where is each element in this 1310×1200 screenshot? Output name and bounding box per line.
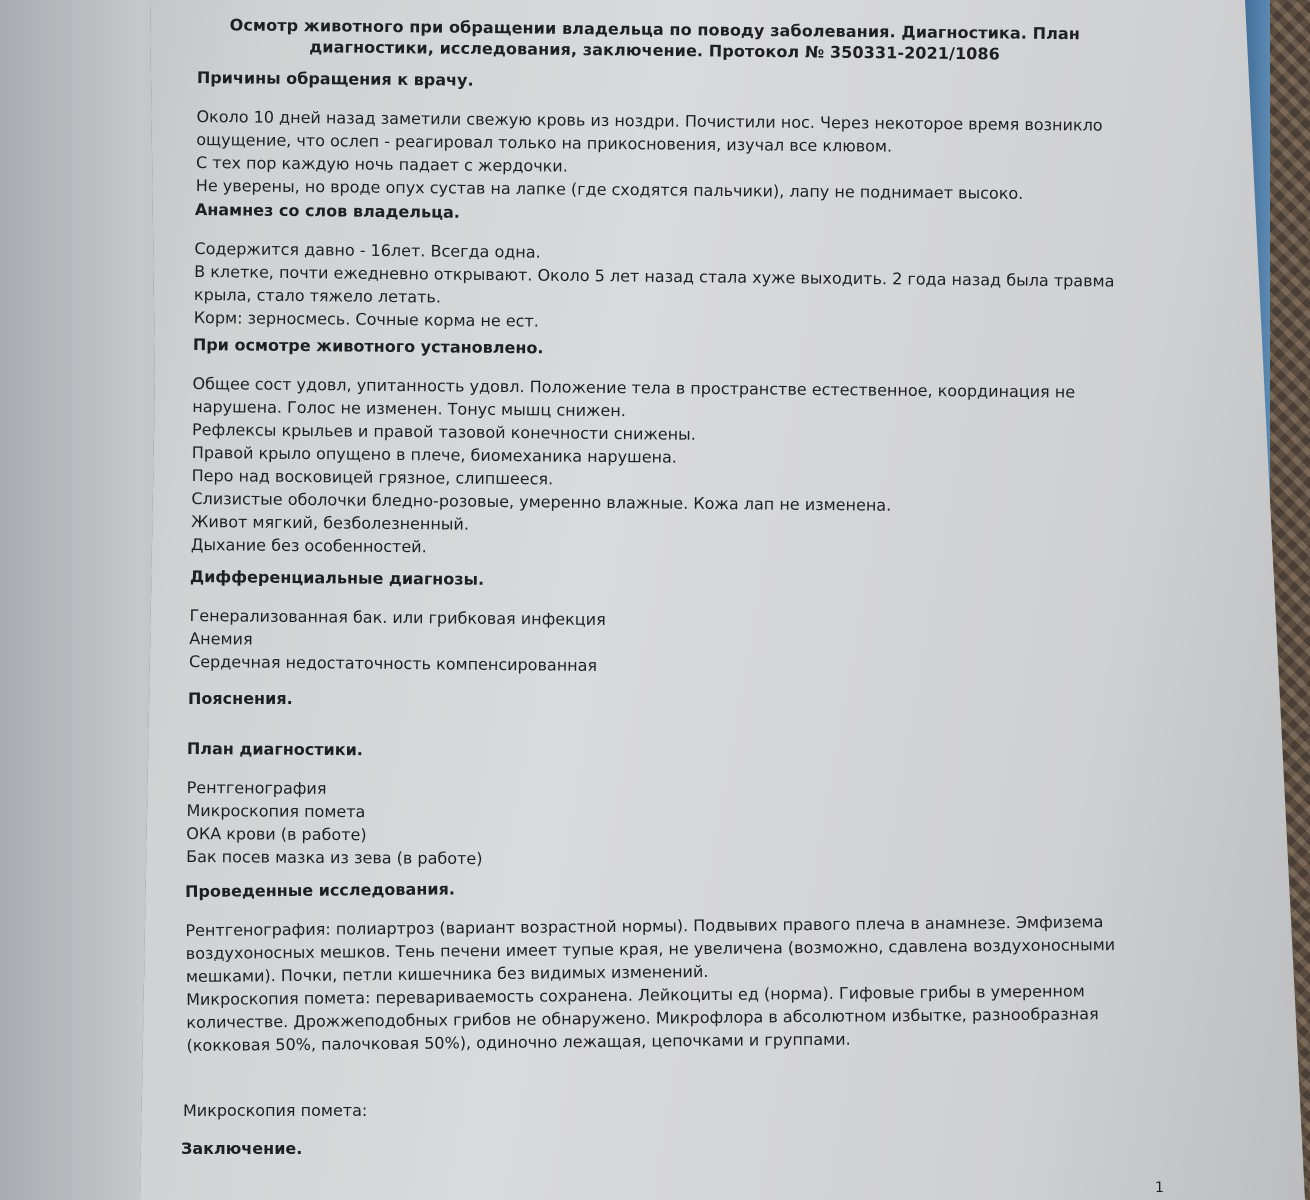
section-exam xyxy=(191,333,1153,565)
text-line: (кокковая 50%, палочковая 50%), одиночно лежащая, цепочками и группами. xyxy=(186,1029,851,1055)
text-line: В клетке, почти ежедневно открывают. Около 5 лет назад стала хуже выходить. 2 года назад была травма xyxy=(194,261,1115,291)
text-line: Рентгенография: полиартроз (вариант возрастной нормы). Подвывих правого плеча в анамнезе. Эмфизема xyxy=(185,912,1104,940)
text-line: Анемия xyxy=(189,628,253,649)
section-heading: Проведенные исследования. xyxy=(185,879,455,901)
text-line: Рентгенография xyxy=(186,777,327,798)
section-differential xyxy=(189,565,890,680)
text-line: Генерализованная бак. или грибковая инфекция xyxy=(189,605,606,629)
text-line: Слизистые оболочки бледно-розовые, умеренно влажные. Кожа лап не изменена. xyxy=(191,488,892,515)
text-line: Живот мягкий, безболезненный. xyxy=(191,511,470,534)
section-reasons xyxy=(196,66,1157,206)
text-line: С тех пор каждую ночь падает с жердочки. xyxy=(195,152,568,176)
text-line: Содержится давно - 16лет. Всегда одна. xyxy=(194,238,541,262)
section-heading: Заключение. xyxy=(181,1139,303,1158)
section-heading: Дифференциальные диагнозы. xyxy=(189,566,485,589)
section-heading: План диагностики. xyxy=(186,738,363,760)
section-heading: Пояснения. xyxy=(188,689,293,708)
text-line: Около 10 дней назад заметили свежую кровь из ноздри. Почистили нос. Через некоторое время возникло xyxy=(196,106,1103,135)
text-line: Микроскопия помета: перевариваемость сохранена. Лейкоциты ед (норма). Гифовые грибы в умеренном xyxy=(186,981,1085,1009)
text-line: Не уверены, но вроде опух сустав на лапке (где сходятся пальчики), лапу не поднимает высоко. xyxy=(195,175,1024,203)
section-heading: Анамнез со слов владельца. xyxy=(194,199,460,222)
section-plan xyxy=(186,737,787,872)
text-line: ОКА крови (в работе) xyxy=(186,823,367,845)
text-line: Корм: зерносмесь. Сочные корма не ест. xyxy=(193,307,540,331)
text-line: Правой крыло опущено в плече, биомеханика нарушена. xyxy=(191,442,678,467)
text-line: воздухоносных мешков. Тень печени имеет тупые края, не увеличена (возможно, сдавлена воздухоносными xyxy=(185,935,1116,963)
text-line: ощущение, что ослеп - реагировал только на прикосновения, изучал все клювом. xyxy=(196,129,893,156)
text-line: крыла, стало тяжело летать. xyxy=(193,284,442,307)
text-line: мешками). Почки, петли кишечника без видимых изменений. xyxy=(185,961,709,986)
section-conclusion xyxy=(181,1137,581,1176)
text-line: нарушена. Голос не изменен. Тонус мышц снижен. xyxy=(192,396,626,421)
document-title: Осмотр животного при обращении владельца по поводу заболевания. Диагностика. План диагностики, исследования, заключение. Протокол № 350331-2021/1086 xyxy=(229,15,1081,64)
text-line: Дыхание без особенностей. xyxy=(190,534,427,557)
section-heading: Причины обращения к врачу. xyxy=(196,67,474,90)
section-explanations xyxy=(188,687,588,726)
text-line: Бак посев мазка из зева (в работе) xyxy=(186,846,483,869)
text-line: количестве. Дрожжеподобных грибов не обнаружено. Микрофлора в абсолютном избытке, разнообразная xyxy=(186,1004,1099,1032)
section-heading: При осмотре животного установлено. xyxy=(192,334,544,358)
section-anamnesis xyxy=(194,198,1155,339)
text-line: Микроскопия помета xyxy=(186,800,366,822)
section-microscopy xyxy=(183,1099,583,1122)
microscopy-label: Микроскопия помета: xyxy=(183,1101,368,1120)
text-line: Общее сост удовл, упитанность удовл. Положение тела в пространстве естественное, координация не xyxy=(192,373,1076,402)
text-line: Перо над восковицей грязное, слипшееся. xyxy=(191,465,554,489)
text-line: Рефлексы крыльев и правой тазовой конечности снижены. xyxy=(191,419,696,444)
section-research xyxy=(185,871,1167,1057)
page-number: 1 xyxy=(1155,1180,1164,1196)
text-line: Сердечная недостаточность компенсированная xyxy=(188,651,598,675)
